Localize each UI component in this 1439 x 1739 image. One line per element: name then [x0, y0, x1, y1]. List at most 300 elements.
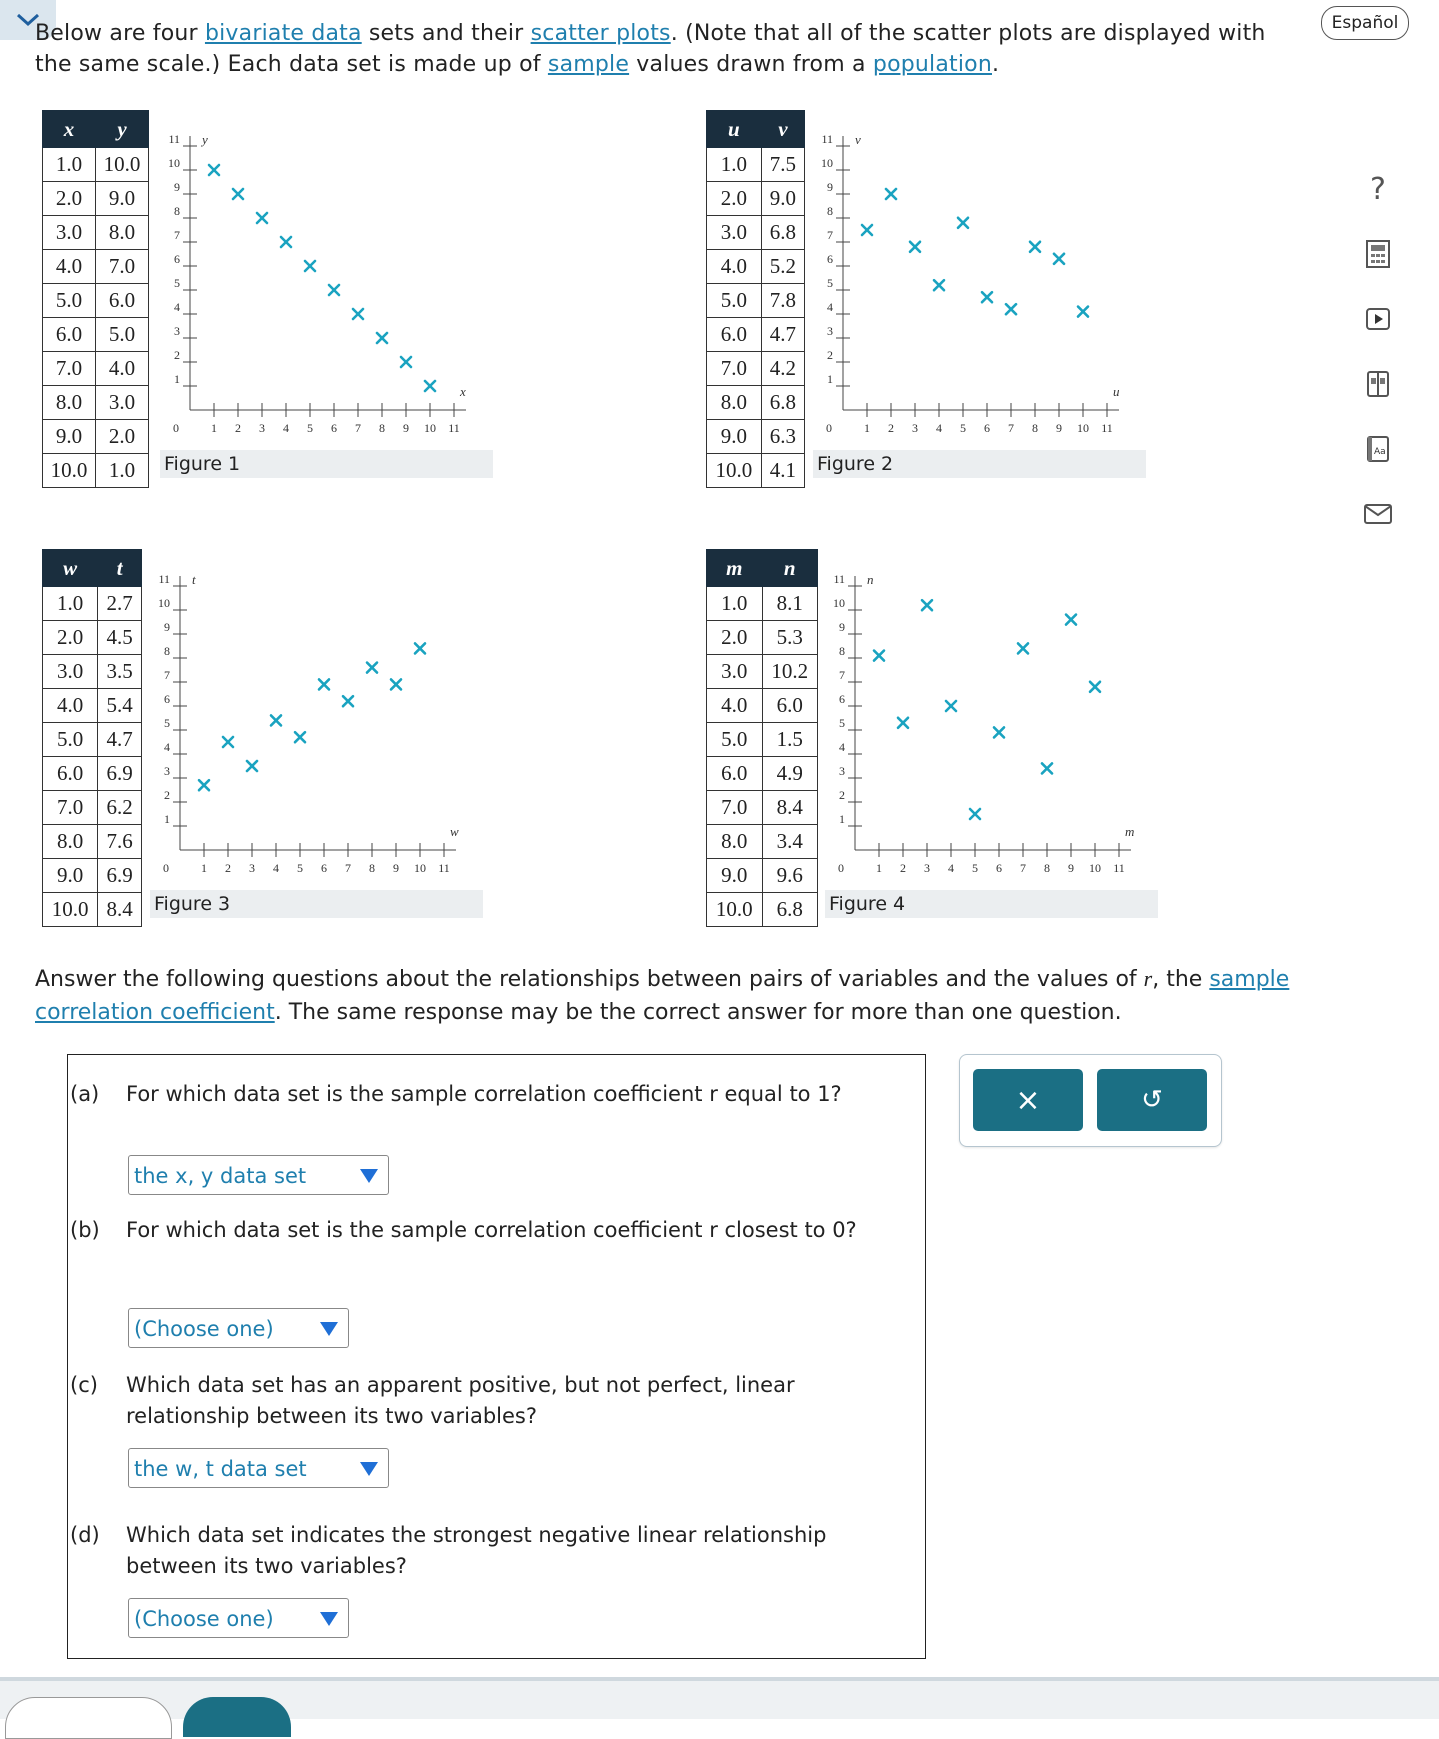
x-tick-label: 10 [1089, 861, 1101, 875]
table-row [43, 723, 142, 757]
x-tick-label: 1 [864, 421, 870, 435]
data-table-uv [706, 110, 805, 488]
question-text: Which data set has an apparent positive, but not perfect, linear relationship between its two variables? [126, 1373, 795, 1428]
x-axis-label: w [450, 824, 459, 839]
table-row [43, 318, 149, 352]
table-row [43, 454, 149, 488]
x-tick-label: 5 [307, 421, 313, 435]
figure-4-caption: Figure 4 [825, 890, 1158, 918]
x-tick-label: 4 [948, 861, 954, 875]
y-tick-label: 8 [164, 644, 170, 658]
table-row [43, 689, 142, 723]
y-tick-label: 5 [174, 276, 180, 290]
table-row [43, 182, 149, 216]
x-tick-label: 8 [379, 421, 385, 435]
table-cell: 6.8 [762, 893, 818, 927]
y-axis-label: y [202, 132, 208, 147]
intro-text: sets and their [361, 21, 531, 46]
table-row [43, 250, 149, 284]
x-tick-label: 4 [283, 421, 289, 435]
figure-3-caption: Figure 3 [150, 890, 483, 918]
calculator-button[interactable] [1350, 230, 1406, 278]
table-cell: 8.0 [707, 825, 763, 859]
y-tick-label: 10 [168, 156, 180, 170]
table-cell: 5.0 [96, 318, 149, 352]
y-tick-label: 8 [839, 644, 845, 658]
x-tick-label: 3 [912, 421, 918, 435]
dropdown-arrow-icon [360, 1169, 378, 1183]
data-point [319, 679, 329, 689]
intro-text: . (Note that all of the scatter plots are displayed with the same scale.) Each data set is made up of [35, 21, 1266, 77]
answer-dropdown-d[interactable] [128, 1598, 349, 1638]
table-row [43, 757, 142, 791]
y-tick-label: 4 [839, 740, 845, 754]
figure-1-caption: Figure 1 [160, 450, 493, 478]
x-tick-label: 1 [201, 861, 207, 875]
x-tick-label: 11 [1101, 421, 1113, 435]
table-row [43, 825, 142, 859]
y-tick-label: 1 [827, 372, 833, 386]
table-cell: 2.0 [43, 621, 98, 655]
table-cell: 6.0 [43, 318, 96, 352]
table-row [707, 757, 818, 791]
mail-icon [1363, 503, 1393, 525]
table-cell: 7.6 [98, 825, 142, 859]
link-population[interactable]: population [872, 52, 992, 77]
x-tick-label: 2 [888, 421, 894, 435]
table-cell: 6.0 [96, 284, 149, 318]
table-cell: 6.0 [762, 689, 818, 723]
question-intro [35, 962, 1335, 1029]
table-cell: 5.3 [762, 621, 818, 655]
x-tick-label: 4 [273, 861, 279, 875]
scatter-plot-figure-2 [813, 120, 1143, 440]
table-cell: 4.0 [707, 250, 762, 284]
question-label: (a) [70, 1082, 100, 1106]
data-point [1090, 682, 1100, 692]
y-tick-label: 1 [164, 812, 170, 826]
table-cell: 7.0 [707, 791, 763, 825]
x-tick-label: 7 [1008, 421, 1014, 435]
x-tick-label: 6 [984, 421, 990, 435]
bottom-bar [0, 1677, 1439, 1719]
table-cell: 10.0 [707, 454, 762, 488]
answer-actions [959, 1054, 1222, 1147]
table-row [707, 148, 805, 182]
y-tick-label: 3 [174, 324, 180, 338]
table-cell: 5.4 [98, 689, 142, 723]
table-row [43, 791, 142, 825]
table-row [43, 587, 142, 621]
question-intro-text: Answer the following questions about the relationships between pairs of variables and the values of [35, 967, 1144, 992]
answer-dropdown-c[interactable] [128, 1448, 389, 1488]
x-tick-label: 9 [1068, 861, 1074, 875]
table-row [707, 454, 805, 488]
y-axis-label: v [855, 132, 861, 147]
y-axis-label: t [192, 572, 196, 587]
table-row [707, 621, 818, 655]
table-header: y [96, 111, 149, 148]
table-header: n [762, 550, 818, 587]
question-text: For which data set is the sample correlation coefficient r equal to 1? [126, 1082, 842, 1106]
data-point [898, 718, 908, 728]
question-text: For which data set is the sample correlation coefficient r closest to 0? [126, 1218, 857, 1242]
x-tick-label: 7 [355, 421, 361, 435]
x-tick-label: 5 [960, 421, 966, 435]
table-row [43, 386, 149, 420]
video-button[interactable] [1350, 295, 1406, 343]
x-tick-label: 11 [1113, 861, 1125, 875]
table-row [43, 621, 142, 655]
data-point [946, 701, 956, 711]
x-tick-label: 4 [936, 421, 942, 435]
data-point [1018, 643, 1028, 653]
table-cell: 6.9 [98, 859, 142, 893]
svg-text:Aa: Aa [1374, 447, 1386, 457]
y-tick-label: 8 [827, 204, 833, 218]
table-row [43, 352, 149, 386]
data-point [994, 727, 1004, 737]
y-tick-label: 9 [174, 180, 180, 194]
dropdown-arrow-icon [360, 1462, 378, 1476]
table-cell: 4.0 [707, 689, 763, 723]
language-button[interactable]: Español [1321, 6, 1409, 40]
table-cell: 9.6 [762, 859, 818, 893]
table-cell: 10.0 [707, 893, 763, 927]
x-tick-label: 1 [876, 861, 882, 875]
table-row [707, 420, 805, 454]
x-tick-label: 2 [225, 861, 231, 875]
data-point [223, 737, 233, 747]
table-cell: 5.0 [707, 723, 763, 757]
table-cell: 2.0 [707, 621, 763, 655]
y-tick-label: 4 [174, 300, 180, 314]
x-tick-label: 11 [438, 861, 450, 875]
link-bivariate-data[interactable]: bivariate data [204, 21, 362, 46]
table-header: m [707, 550, 763, 587]
data-table-wt [42, 549, 142, 927]
table-row [43, 148, 149, 182]
intro-text: . [992, 52, 1000, 77]
table-cell: 9.0 [96, 182, 149, 216]
data-point [874, 651, 884, 661]
message-button[interactable] [1350, 490, 1406, 538]
data-point [982, 292, 992, 302]
figure-2-caption: Figure 2 [813, 450, 1146, 478]
y-tick-label: 5 [827, 276, 833, 290]
data-point [329, 285, 339, 295]
table-cell: 8.0 [96, 216, 149, 250]
table-cell: 6.0 [43, 757, 98, 791]
table-row [43, 655, 142, 689]
data-point [862, 225, 872, 235]
x-tick-label: 0 [173, 421, 179, 435]
y-tick-label: 6 [164, 692, 170, 706]
answer-dropdown-a[interactable] [128, 1155, 389, 1195]
y-tick-label: 11 [158, 572, 170, 586]
table-cell: 4.1 [761, 454, 804, 488]
dropdown-value: (Choose one) [134, 1317, 274, 1341]
undo-icon: ↺ [1141, 1085, 1163, 1115]
help-button[interactable] [1350, 165, 1406, 213]
x-tick-label: 2 [900, 861, 906, 875]
x-tick-label: 11 [448, 421, 460, 435]
y-tick-label: 8 [174, 204, 180, 218]
table-cell: 10.0 [96, 148, 149, 182]
table-cell: 6.2 [98, 791, 142, 825]
y-tick-label: 9 [839, 620, 845, 634]
table-row [707, 284, 805, 318]
table-row [707, 587, 818, 621]
table-cell: 2.0 [707, 182, 762, 216]
table-cell: 5.0 [707, 284, 762, 318]
data-point [305, 261, 315, 271]
y-tick-label: 5 [164, 716, 170, 730]
table-cell: 4.9 [762, 757, 818, 791]
book-icon [1365, 370, 1391, 398]
question-label: (d) [70, 1523, 100, 1547]
table-cell: 8.4 [762, 791, 818, 825]
intro-text: values drawn from a [629, 52, 873, 77]
scatter-plot-figure-3 [150, 560, 480, 880]
data-point [958, 218, 968, 228]
y-tick-label: 3 [164, 764, 170, 778]
table-row [43, 216, 149, 250]
question-c [68, 1370, 918, 1500]
table-row [707, 386, 805, 420]
table-cell: 9.0 [761, 182, 804, 216]
y-tick-label: 10 [158, 596, 170, 610]
data-point [922, 600, 932, 610]
table-cell: 4.7 [761, 318, 804, 352]
data-point [209, 165, 219, 175]
table-cell: 7.0 [707, 352, 762, 386]
data-point [233, 189, 243, 199]
data-point [401, 357, 411, 367]
y-tick-label: 4 [827, 300, 833, 314]
table-row [707, 352, 805, 386]
x-tick-label: 7 [345, 861, 351, 875]
table-cell: 6.0 [707, 318, 762, 352]
table-cell: 4.0 [96, 352, 149, 386]
table-cell: 3.0 [707, 216, 762, 250]
x-tick-label: 8 [1044, 861, 1050, 875]
intro-text: Below are four [35, 21, 205, 46]
data-point [1042, 763, 1052, 773]
undo-button[interactable] [1097, 1069, 1207, 1131]
y-tick-label: 3 [839, 764, 845, 778]
table-row [43, 893, 142, 927]
data-point [1066, 615, 1076, 625]
dropdown-value: the w, t data set [134, 1457, 307, 1481]
x-axis-label: m [1125, 824, 1135, 839]
x-tick-label: 8 [369, 861, 375, 875]
link-scatter-plots[interactable]: scatter plots [530, 21, 671, 46]
y-tick-label: 2 [827, 348, 833, 362]
y-tick-label: 2 [174, 348, 180, 362]
textbook-button[interactable] [1350, 360, 1406, 408]
table-cell: 6.8 [761, 216, 804, 250]
data-point [415, 643, 425, 653]
x-tick-label: 0 [163, 861, 169, 875]
dropdown-arrow-icon [320, 1322, 338, 1336]
x-tick-label: 3 [924, 861, 930, 875]
y-tick-label: 3 [827, 324, 833, 338]
table-row [707, 723, 818, 757]
table-cell: 6.0 [707, 757, 763, 791]
data-point [425, 381, 435, 391]
x-tick-label: 0 [826, 421, 832, 435]
intro-paragraph [35, 18, 1295, 80]
x-tick-label: 3 [249, 861, 255, 875]
y-tick-label: 6 [827, 252, 833, 266]
x-tick-label: 5 [972, 861, 978, 875]
table-row [707, 893, 818, 927]
data-point [271, 715, 281, 725]
y-tick-label: 11 [833, 572, 845, 586]
y-tick-label: 10 [833, 596, 845, 610]
data-point [1054, 254, 1064, 264]
link-sample[interactable]: sample [547, 52, 630, 77]
table-cell: 4.2 [761, 352, 804, 386]
table-cell: 4.0 [43, 689, 98, 723]
table-row [43, 284, 149, 318]
table-cell: 3.0 [43, 216, 96, 250]
x-tick-label: 3 [259, 421, 265, 435]
data-point [343, 696, 353, 706]
dropdown-value: (Choose one) [134, 1607, 274, 1631]
y-tick-label: 1 [839, 812, 845, 826]
question-intro-text: , the [1152, 967, 1210, 992]
table-row [707, 825, 818, 859]
table-row [707, 689, 818, 723]
play-video-icon [1365, 307, 1391, 331]
table-cell: 8.4 [98, 893, 142, 927]
y-tick-label: 10 [821, 156, 833, 170]
data-point [295, 732, 305, 742]
data-table-xy [42, 110, 149, 488]
y-tick-label: 9 [164, 620, 170, 634]
x-tick-label: 10 [424, 421, 436, 435]
table-header: t [98, 550, 142, 587]
table-cell: 3.4 [762, 825, 818, 859]
y-tick-label: 2 [839, 788, 845, 802]
calculator-icon [1365, 240, 1391, 268]
help-icon: ? [1370, 171, 1386, 207]
data-point [377, 333, 387, 343]
table-cell: 1.0 [43, 587, 98, 621]
table-cell: 10.0 [43, 893, 98, 927]
table-cell: 9.0 [43, 859, 98, 893]
x-axis-label: u [1113, 384, 1120, 399]
question-d [68, 1520, 918, 1650]
x-tick-label: 10 [414, 861, 426, 875]
table-cell: 8.0 [707, 386, 762, 420]
x-tick-label: 10 [1077, 421, 1089, 435]
x-tick-label: 8 [1032, 421, 1038, 435]
check-button[interactable] [183, 1697, 291, 1737]
dropdown-value: the x, y data set [134, 1164, 307, 1188]
x-tick-label: 5 [297, 861, 303, 875]
table-row [707, 250, 805, 284]
x-tick-label: 9 [393, 861, 399, 875]
table-row [707, 182, 805, 216]
y-tick-label: 6 [174, 252, 180, 266]
table-cell: 7.0 [43, 791, 98, 825]
table-cell: 2.7 [98, 587, 142, 621]
table-row [707, 318, 805, 352]
link-sample-correlation-coefficient[interactable]: sample correlation coefficient [35, 967, 1290, 1025]
table-cell: 5.0 [43, 723, 98, 757]
question-text: Which data set indicates the strongest negative linear relationship between its two variables? [126, 1523, 827, 1578]
table-cell: 9.0 [707, 859, 763, 893]
data-point [281, 237, 291, 247]
table-cell: 8.0 [43, 825, 98, 859]
table-cell: 6.8 [761, 386, 804, 420]
data-point [1030, 242, 1040, 252]
data-table-mn [706, 549, 818, 927]
table-cell: 1.0 [96, 454, 149, 488]
table-cell: 4.7 [98, 723, 142, 757]
x-tick-label: 9 [403, 421, 409, 435]
scatter-plot-figure-1 [160, 120, 490, 440]
y-tick-label: 7 [164, 668, 170, 682]
table-cell: 10.2 [762, 655, 818, 689]
table-header: x [43, 111, 96, 148]
table-header: u [707, 111, 762, 148]
explanation-button[interactable] [5, 1697, 172, 1739]
table-cell: 9.0 [43, 420, 96, 454]
glossary-button[interactable] [1350, 425, 1406, 473]
table-cell: 3.0 [43, 655, 98, 689]
question-b [68, 1215, 918, 1345]
x-tick-label: 6 [321, 861, 327, 875]
data-point [199, 780, 209, 790]
y-tick-label: 11 [821, 132, 833, 146]
y-tick-label: 5 [839, 716, 845, 730]
question-label: (c) [70, 1373, 98, 1397]
x-tick-label: 6 [996, 861, 1002, 875]
table-cell: 3.5 [98, 655, 142, 689]
table-cell: 1.5 [762, 723, 818, 757]
y-tick-label: 11 [168, 132, 180, 146]
x-axis-label: x [460, 384, 466, 399]
y-tick-label: 2 [164, 788, 170, 802]
dropdown-arrow-icon [320, 1612, 338, 1626]
table-cell: 2.0 [43, 182, 96, 216]
table-cell: 4.0 [43, 250, 96, 284]
questions-panel [67, 1054, 926, 1659]
data-point [391, 679, 401, 689]
table-cell: 5.2 [761, 250, 804, 284]
data-point [1078, 307, 1088, 317]
table-cell: 1.0 [43, 148, 96, 182]
clear-button[interactable] [973, 1069, 1083, 1131]
table-row [707, 655, 818, 689]
answer-dropdown-b[interactable] [128, 1308, 349, 1348]
table-cell: 7.5 [761, 148, 804, 182]
table-row [707, 791, 818, 825]
table-cell: 7.0 [96, 250, 149, 284]
table-cell: 10.0 [43, 454, 96, 488]
data-point [1006, 304, 1016, 314]
table-cell: 3.0 [707, 655, 763, 689]
y-axis-label: n [867, 572, 874, 587]
x-tick-label: 9 [1056, 421, 1062, 435]
table-row [43, 859, 142, 893]
table-row [707, 859, 818, 893]
y-tick-label: 4 [164, 740, 170, 754]
